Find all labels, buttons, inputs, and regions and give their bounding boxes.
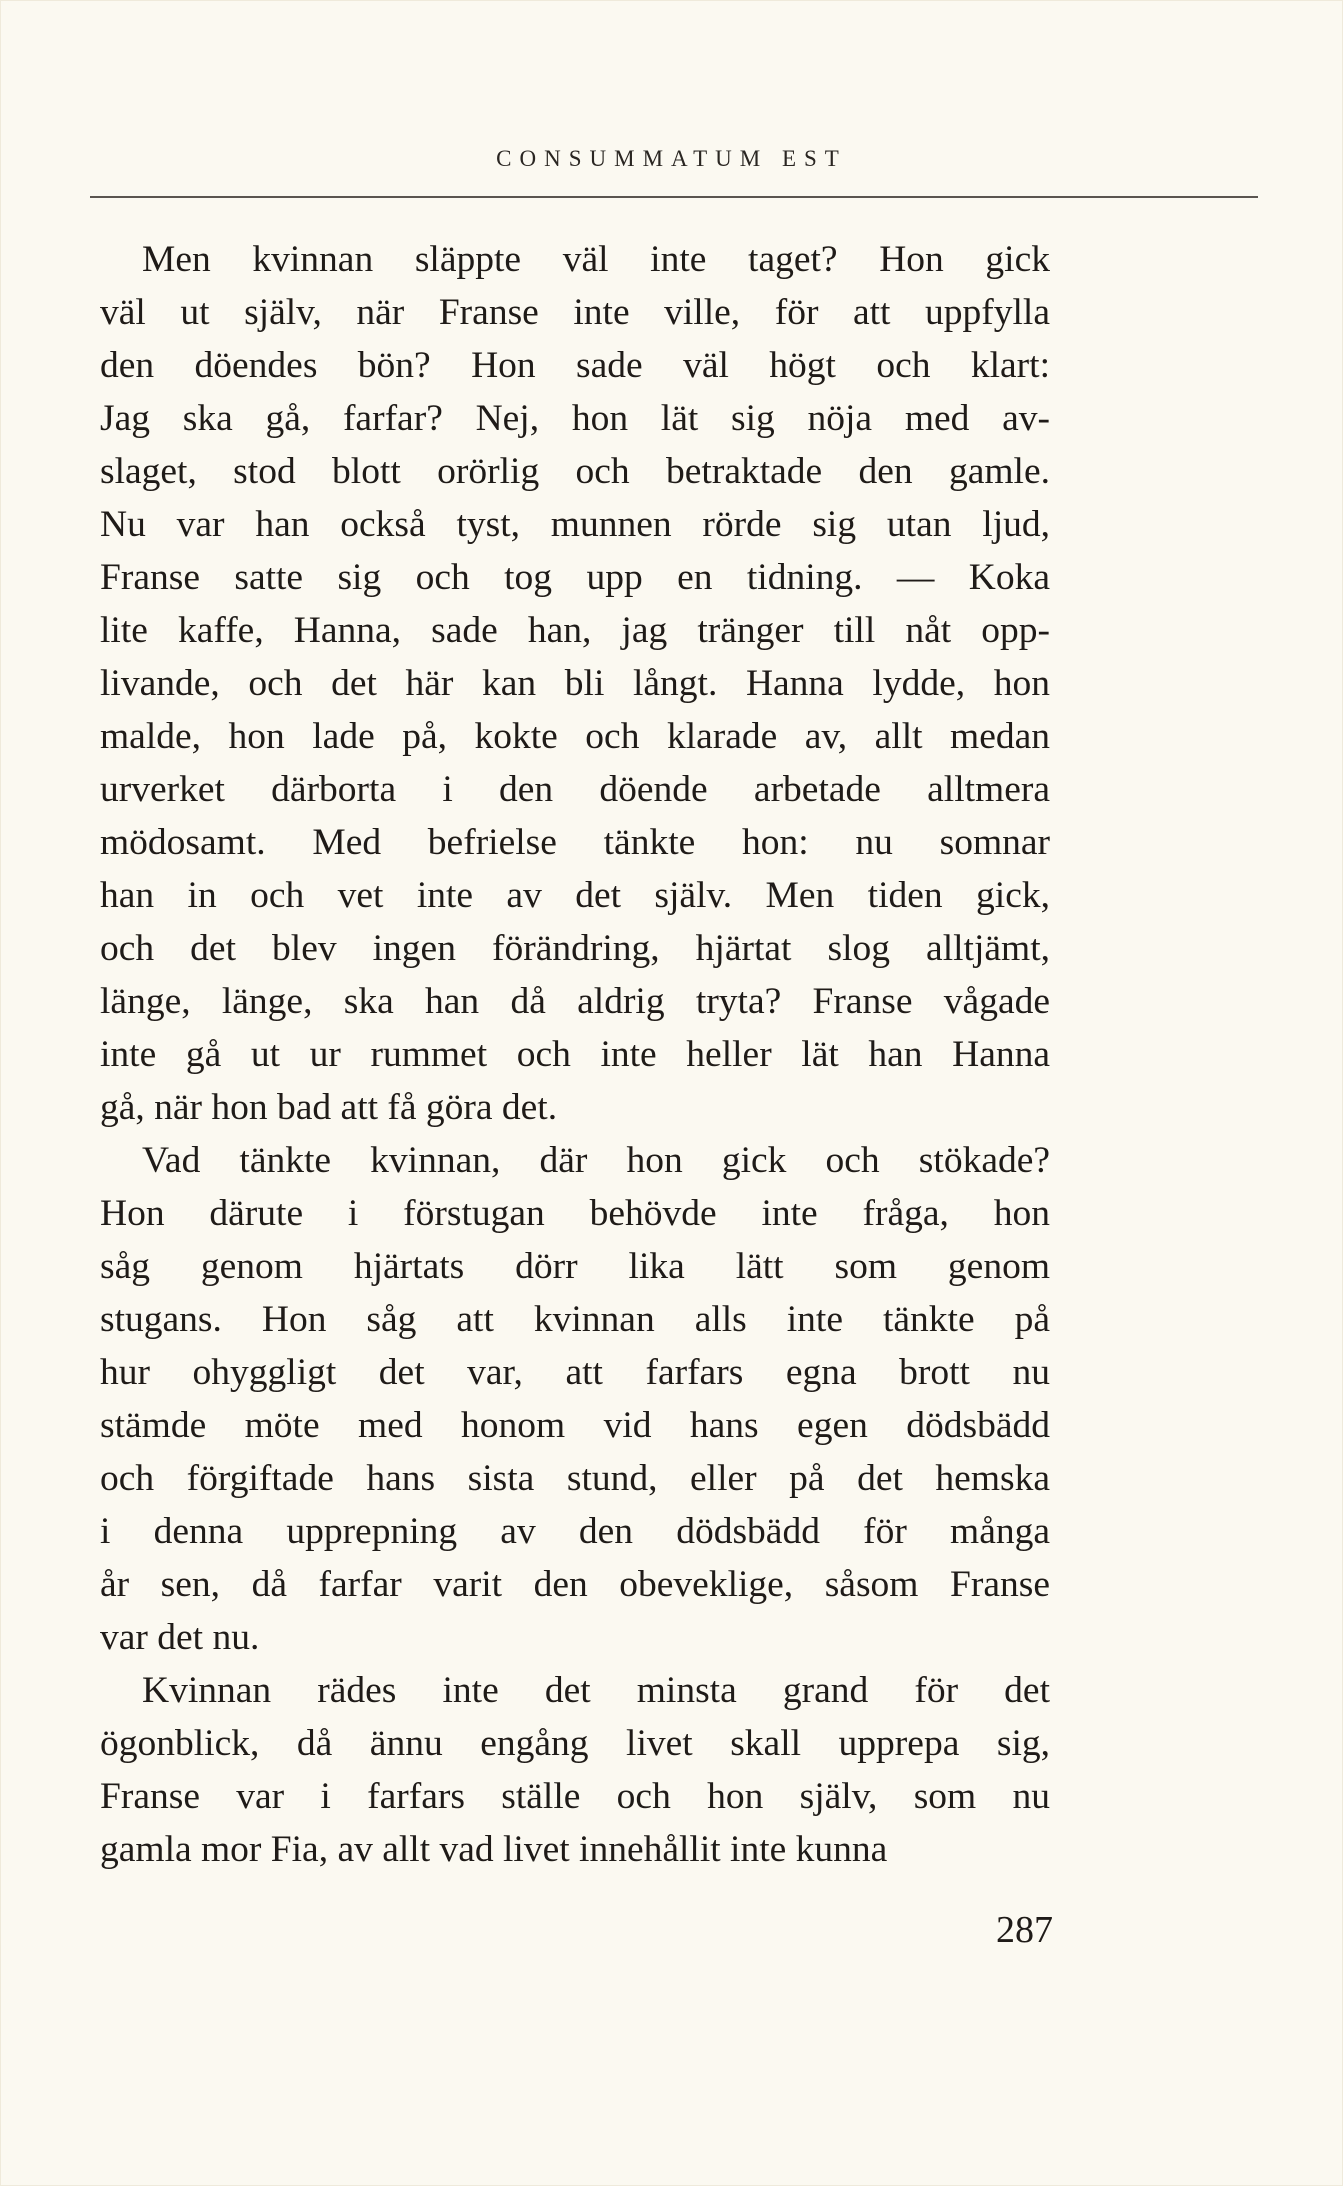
- text-line: urverket därborta i den döende arbetade alltmera: [100, 769, 1050, 810]
- text-line: lite kaffe, Hanna, sade han, jag tränger till nåt opp-: [100, 610, 1050, 651]
- text-line: Jag ska gå, farfar? Nej, hon lät sig nöja med av-: [100, 398, 1050, 439]
- body-text: [100, 233, 1050, 1876]
- text-line: i denna upprepning av den dödsbädd för många: [100, 1511, 1050, 1552]
- text-line: Men kvinnan släppte väl inte taget? Hon gick: [142, 239, 1050, 280]
- page-number: 287: [996, 1909, 1053, 1951]
- text-line: mödosamt. Med befrielse tänkte hon: nu somnar: [100, 822, 1050, 863]
- text-line: den döendes bön? Hon sade väl högt och klart:: [100, 345, 1050, 386]
- text-line: slaget, stod blott orörlig och betraktade den gamle.: [100, 451, 1050, 492]
- paragraph: [100, 1134, 1050, 1664]
- text-line: han in och vet inte av det själv. Men tiden gick,: [100, 875, 1050, 916]
- text-line: såg genom hjärtats dörr lika lätt som genom: [100, 1246, 1050, 1287]
- text-line: stugans. Hon såg att kvinnan alls inte tänkte på: [100, 1299, 1050, 1340]
- text-line: Kvinnan rädes inte det minsta grand för det: [142, 1670, 1050, 1711]
- text-line: Vad tänkte kvinnan, där hon gick och stökade?: [142, 1140, 1050, 1181]
- text-line: länge, länge, ska han då aldrig tryta? Franse vågade: [100, 981, 1050, 1022]
- text-line: Franse satte sig och tog upp en tidning. — Koka: [100, 557, 1050, 598]
- text-line: malde, hon lade på, kokte och klarade av, allt medan: [100, 716, 1050, 757]
- text-line: gamla mor Fia, av allt vad livet innehållit inte kunna: [100, 1829, 888, 1870]
- text-line: hur ohyggligt det var, att farfars egna brott nu: [100, 1352, 1050, 1393]
- text-line: Hon därute i förstugan behövde inte fråga, hon: [100, 1193, 1050, 1234]
- paragraph: [100, 1664, 1050, 1876]
- text-line: ögonblick, då ännu engång livet skall upprepa sig,: [100, 1723, 1050, 1764]
- header-rule: [90, 196, 1258, 198]
- text-line: stämde möte med honom vid hans egen dödsbädd: [100, 1405, 1050, 1446]
- text-line: och förgiftade hans sista stund, eller på det hemska: [100, 1458, 1050, 1499]
- paragraph: [100, 233, 1050, 1134]
- text-line: år sen, då farfar varit den obeveklige, såsom Franse: [100, 1564, 1050, 1605]
- text-line: Franse var i farfars ställe och hon själv, som nu: [100, 1776, 1050, 1817]
- text-line: väl ut själv, när Franse inte ville, för att uppfylla: [100, 292, 1050, 333]
- text-line: gå, när hon bad att få göra det.: [100, 1087, 558, 1128]
- text-line: livande, och det här kan bli långt. Hanna lydde, hon: [100, 663, 1050, 704]
- text-line: och det blev ingen förändring, hjärtat slog alltjämt,: [100, 928, 1050, 969]
- running-title: CONSUMMATUM EST: [496, 146, 847, 171]
- text-line: var det nu.: [100, 1617, 260, 1658]
- text-line: inte gå ut ur rummet och inte heller lät han Hanna: [100, 1034, 1050, 1075]
- text-line: Nu var han också tyst, munnen rörde sig utan ljud,: [100, 504, 1050, 545]
